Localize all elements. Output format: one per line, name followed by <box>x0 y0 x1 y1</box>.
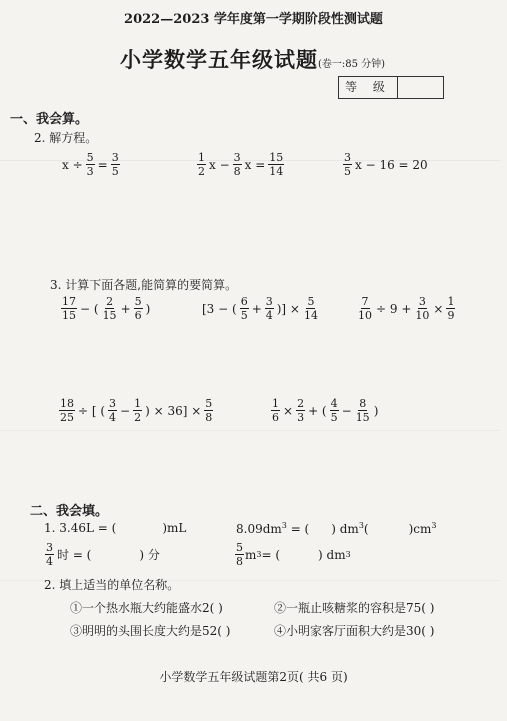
fraction <box>296 398 305 423</box>
fraction-denominator: 4 <box>265 309 273 322</box>
fraction-numerator: 5 <box>86 151 94 164</box>
fraction <box>45 542 54 567</box>
fraction-denominator: 8 <box>236 555 243 568</box>
fraction <box>61 296 77 321</box>
fraction-numerator: 2 <box>297 397 305 410</box>
fraction <box>134 296 143 321</box>
fill-text: )cm <box>408 522 432 536</box>
superscript: 3 <box>431 521 437 530</box>
fraction-numerator: 15 <box>269 151 284 164</box>
fraction <box>240 296 249 321</box>
fraction-denominator: 9 <box>447 309 455 322</box>
fraction-numerator: 1 <box>134 397 142 410</box>
calc-text: ÷ 9 + <box>376 301 412 316</box>
fraction-denominator: 2 <box>134 411 142 424</box>
fill-text: = ( <box>261 547 281 562</box>
fraction-denominator: 3 <box>86 165 94 178</box>
fraction-denominator: 4 <box>46 555 53 568</box>
calc-4 <box>58 398 214 423</box>
fill-text: 8.09dm <box>236 522 282 536</box>
fraction <box>86 152 95 177</box>
fraction-numerator: 3 <box>46 541 53 554</box>
superscript: 3 <box>358 521 364 530</box>
fraction <box>357 296 373 321</box>
fraction-denominator: 5 <box>330 411 338 424</box>
fill-text: ) dm <box>318 547 346 562</box>
fraction <box>303 296 319 321</box>
equation-3 <box>342 152 430 177</box>
fraction-denominator: 15 <box>62 309 76 322</box>
fill-text: ) 分 <box>139 548 160 562</box>
calc-text: [3 − ( <box>202 301 237 316</box>
fraction-numerator: 5 <box>236 541 243 554</box>
calc-3 <box>356 296 456 321</box>
fraction-denominator: 10 <box>415 309 430 322</box>
eq-text: x − <box>209 157 230 172</box>
fraction-denominator: 14 <box>269 165 284 178</box>
equation-1 <box>60 152 121 177</box>
fill-1c <box>44 542 162 567</box>
fraction-denominator: 6 <box>272 411 279 424</box>
fill-1b <box>236 521 436 536</box>
eq-text: x ÷ <box>62 157 83 172</box>
fill-2-item-2[interactable]: ②一瓶止咳糖浆的容积是75( ) <box>274 601 435 615</box>
calc-2 <box>200 296 320 321</box>
fraction-denominator: 5 <box>240 309 248 322</box>
fraction-numerator: 5 <box>307 295 315 308</box>
fraction-numerator: 5 <box>205 397 213 410</box>
fill-text: 1. 3.46L = ( <box>44 521 117 535</box>
fraction-numerator: 7 <box>361 295 369 308</box>
equation-2 <box>196 152 285 177</box>
fill-text: ) dm <box>331 522 359 536</box>
calc-text: ) × 36] × <box>145 403 202 418</box>
fraction <box>59 398 75 423</box>
fraction-numerator: 2 <box>106 295 114 308</box>
calc-text: )] × <box>276 301 300 316</box>
calc-text: ) <box>373 403 379 418</box>
grade-blank[interactable] <box>398 77 443 98</box>
calc-text: + ( <box>308 403 327 418</box>
eq-text: = <box>97 157 108 172</box>
fraction-denominator: 8 <box>233 165 241 178</box>
fraction-denominator: 2 <box>198 165 205 178</box>
page-footer: 小学数学五年级试题第2页( 共6 页) <box>159 670 348 684</box>
fraction-denominator: 15 <box>102 309 117 322</box>
fraction-denominator: 8 <box>205 411 213 424</box>
section-2-heading: 二、我会填。 <box>30 504 109 519</box>
fraction <box>268 152 284 177</box>
calc-text: − <box>120 403 131 418</box>
fraction-denominator: 15 <box>355 411 370 424</box>
fraction-numerator: 3 <box>344 151 351 164</box>
fill-1a <box>44 521 186 535</box>
fraction-numerator: 1 <box>272 397 279 410</box>
question-3-title: 3. 计算下面各题,能简算的要简算。 <box>50 278 238 292</box>
fraction <box>108 398 117 423</box>
fraction <box>235 542 244 567</box>
calc-text: − ( <box>80 301 99 316</box>
calc-text: × <box>283 403 294 418</box>
section-1-heading: 一、我会算。 <box>10 112 89 127</box>
fraction-numerator: 3 <box>111 151 119 164</box>
fraction-numerator: 1 <box>198 151 205 164</box>
fill-text: = ( <box>286 522 310 536</box>
calc-text: × <box>433 301 444 316</box>
fraction-numerator: 4 <box>330 397 338 410</box>
calc-text: − <box>341 403 352 418</box>
question-2-title: 2. 解方程。 <box>34 131 98 145</box>
calc-text: + <box>120 301 131 316</box>
fraction-denominator: 10 <box>358 309 372 322</box>
fill-2-item-3[interactable]: ③明明的头围长度大约是52( ) <box>70 624 231 638</box>
fill-text: ( <box>363 522 369 536</box>
fraction-numerator: 3 <box>265 295 273 308</box>
superscript: 3 <box>281 521 287 530</box>
fill-text: 时 = ( <box>57 548 92 562</box>
fraction <box>330 398 339 423</box>
fraction-numerator: 3 <box>418 295 426 308</box>
calc-text: + <box>251 301 262 316</box>
fraction-denominator: 6 <box>134 309 142 322</box>
fill-2-title: 2. 填上适当的单位名称。 <box>44 578 180 592</box>
calc-5 <box>270 398 380 423</box>
fraction <box>446 296 455 321</box>
calc-text: ) <box>145 301 151 316</box>
fraction <box>271 398 280 423</box>
fraction <box>343 152 352 177</box>
fraction-numerator: 18 <box>60 397 74 410</box>
fill-text: m <box>245 547 257 562</box>
grade-box <box>338 76 444 99</box>
fraction-numerator: 6 <box>240 295 248 308</box>
bleed-line <box>0 430 500 431</box>
eq-text: x = <box>244 157 266 172</box>
grade-label: 等 级 <box>339 77 398 98</box>
fraction-denominator: 4 <box>109 411 117 424</box>
fill-text: )mL <box>162 521 187 535</box>
fraction <box>265 296 274 321</box>
superscript: 3 <box>256 550 262 559</box>
fraction-numerator: 3 <box>233 151 241 164</box>
fraction-numerator: 17 <box>62 295 76 308</box>
fraction <box>197 152 206 177</box>
fraction-numerator: 5 <box>134 295 142 308</box>
fraction-denominator: 14 <box>303 309 318 322</box>
fraction <box>133 398 142 423</box>
fraction <box>111 152 120 177</box>
fraction <box>414 296 430 321</box>
page-title <box>120 44 385 74</box>
fraction-denominator: 25 <box>60 411 74 424</box>
fraction-denominator: 5 <box>111 165 119 178</box>
superscript: 3 <box>345 550 351 559</box>
eq-text: x − 16 = 20 <box>355 157 428 172</box>
fill-2-item-4[interactable]: ④小明家客厅面积大约是30( ) <box>274 624 435 638</box>
fraction-denominator: 3 <box>297 411 305 424</box>
fraction-denominator: 5 <box>344 165 351 178</box>
fraction <box>204 398 213 423</box>
calc-1 <box>60 296 152 321</box>
fraction <box>233 152 242 177</box>
fraction-numerator: 3 <box>109 397 117 410</box>
fill-2-item-1[interactable]: ①一个热水瓶大约能盛水2( ) <box>70 601 223 615</box>
fraction-numerator: 8 <box>359 397 367 410</box>
exam-header: 2022—2023 学年度第一学期阶段性测试题 <box>124 12 383 27</box>
fraction-numerator: 1 <box>447 295 455 308</box>
title-note: (卷一:85 分钟) <box>318 59 386 70</box>
fraction <box>102 296 118 321</box>
fraction <box>355 398 371 423</box>
calc-text: ÷ [ ( <box>78 403 106 418</box>
title-text: 小学数学五年级试题 <box>120 47 318 72</box>
fill-1d <box>234 542 351 567</box>
